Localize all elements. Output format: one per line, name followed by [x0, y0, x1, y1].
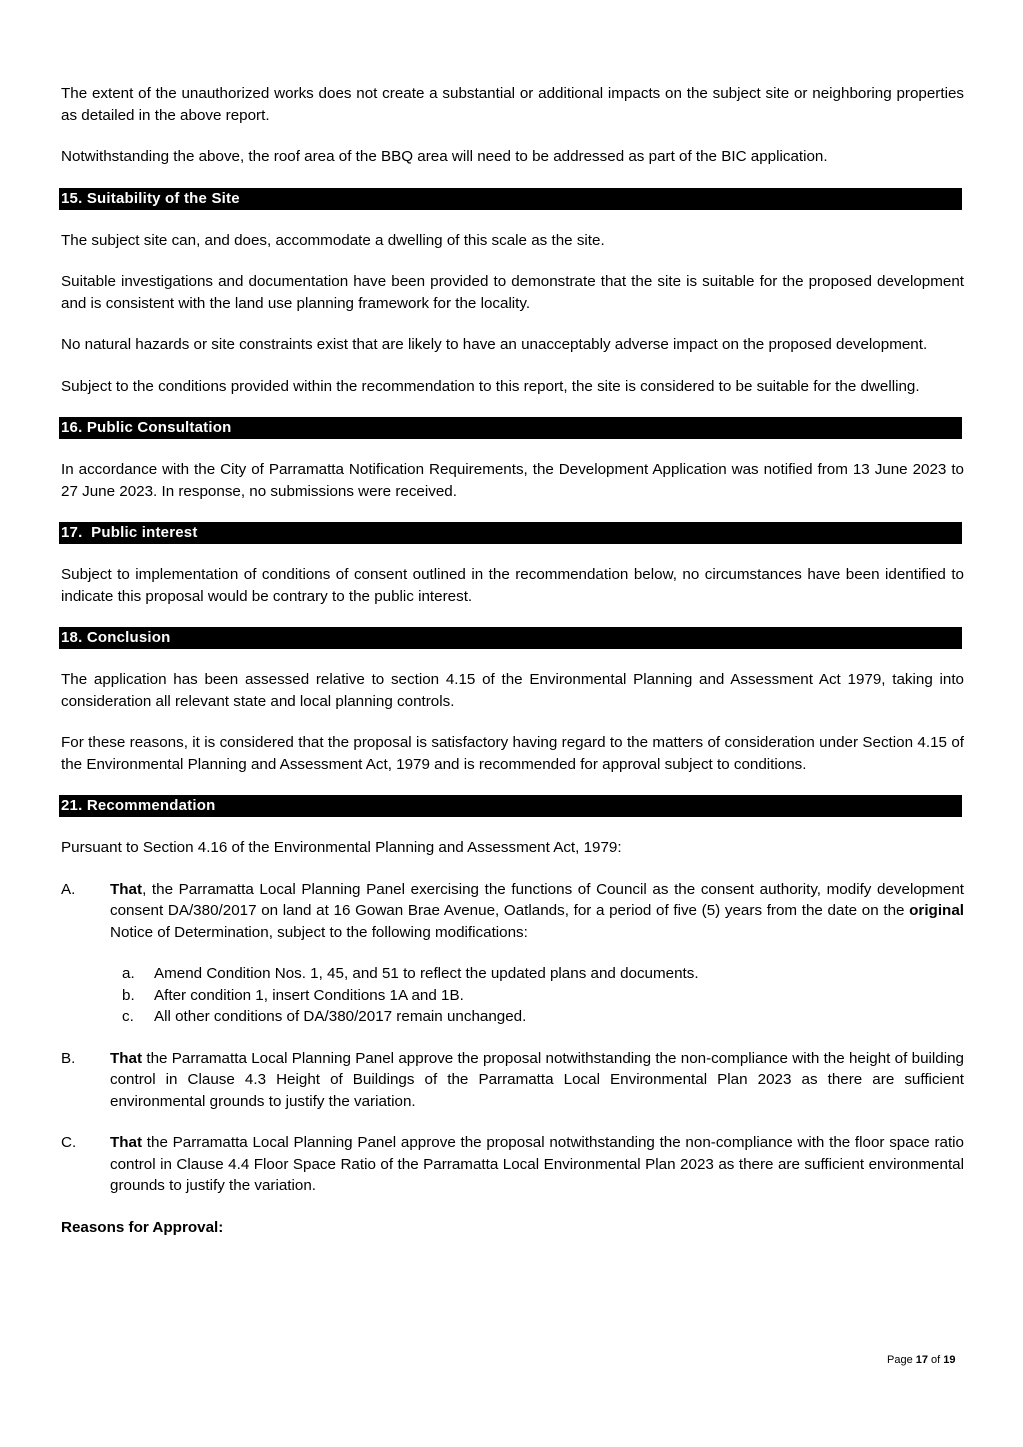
- section-heading-18: 18. Conclusion: [59, 627, 962, 649]
- recommendation-text: [110, 1048, 964, 1113]
- list-item: [122, 985, 964, 1007]
- page-total: 19: [943, 1354, 956, 1366]
- intro-paragraph-2: Notwithstanding the above, the roof area of the BBQ area will need to be addressed as part of the BIC application.: [61, 148, 828, 165]
- bold-that: That: [110, 1134, 143, 1151]
- recommendation-text-part: Notice of Determination, subject to the following modifications:: [110, 923, 528, 941]
- s17-paragraph-1: Subject to implementation of conditions of consent outlined in the recommendation below, no circumstances have been identified to indicate this proposal would be contrary to the public interest.: [61, 566, 964, 605]
- s21-paragraph-1: Pursuant to Section 4.16 of the Environmental Planning and Assessment Act, 1979:: [61, 839, 622, 856]
- recommendation-text: [110, 879, 964, 944]
- s18-paragraph-1: The application has been assessed relative to section 4.15 of the Environmental Planning and Assessment Act 1979, taking into consideration all relevant state and local planning controls.: [61, 671, 964, 710]
- section-heading-15: 15. Suitability of the Site: [59, 188, 962, 210]
- modification-list: [122, 963, 964, 1028]
- list-item-text: After condition 1, insert Conditions 1A and 1B.: [154, 986, 464, 1004]
- list-item-marker: c.: [122, 1008, 134, 1025]
- section-heading-17: 17. Public interest: [59, 522, 962, 544]
- bold-that: That: [110, 1049, 143, 1067]
- section-heading-21: 21. Recommendation: [59, 795, 962, 817]
- recommendation-text-part: , the Parramatta Local Planning Panel exercising the functions of Council as the consent authority, modify development consent DA/380/2017 on land at 16 Gowan Brae Avenue, Oatlands, for a period of five (5) years from the date on the: [110, 880, 964, 919]
- intro-paragraph-1: The extent of the unauthorized works does not create a substantial or additional impacts on the subject site or neighboring properties as detailed in the above report.: [61, 85, 964, 124]
- s15-paragraph-3: No natural hazards or site constraints exist that are likely to have an unacceptably adverse impact on the proposed development.: [61, 336, 928, 353]
- s15-paragraph-1: The subject site can, and does, accommodate a dwelling of this scale as the site.: [61, 231, 605, 249]
- reasons-heading: [61, 1217, 964, 1239]
- bold-that: That: [110, 880, 143, 898]
- list-item: [122, 1006, 964, 1028]
- page-of-label: of: [928, 1354, 944, 1366]
- s15-paragraph-4: Subject to the conditions provided within the recommendation to this report, the site is considered to be suitable for the dwelling.: [61, 377, 920, 395]
- list-item-marker: b.: [122, 986, 135, 1004]
- recommendation-c: [61, 1132, 964, 1197]
- section-heading-16: 16. Public Consultation: [59, 417, 962, 439]
- recommendation-text-part: the Parramatta Local Planning Panel approve the proposal notwithstanding the non-compliance with the height of building control in Clause 4.3 Height of Buildings of the Parramatta Local Environmental Plan 2023 as there are sufficient environmental grounds to justify the variation.: [110, 1049, 964, 1110]
- recommendation-letter: B.: [61, 1049, 76, 1067]
- list-item-text: All other conditions of DA/380/2017 remain unchanged.: [154, 1008, 527, 1025]
- list-item-text: Amend Condition Nos. 1, 45, and 51 to reflect the updated plans and documents.: [154, 965, 699, 982]
- page-number: 17: [915, 1354, 928, 1366]
- recommendation-text-part: the Parramatta Local Planning Panel approve the proposal notwithstanding the non-compliance with the floor space ratio control in Clause 4.4 Floor Space Ratio of the Parramatta Local Environmental Plan 2023 as there are sufficient environmental grounds to justify the variation.: [110, 1134, 964, 1194]
- recommendation-letter: A.: [61, 880, 76, 898]
- s18-paragraph-2: For these reasons, it is considered that the proposal is satisfactory having regard to the matters of consideration under Section 4.15 of the Environmental Planning and Assessment Act, 1979 and is recommended for approval subject to conditions.: [61, 734, 964, 773]
- document-body: [61, 83, 964, 1238]
- s15-paragraph-2: Suitable investigations and documentation have been provided to demonstrate that the site is suitable for the proposed development and is consistent with the land use planning framework for the locality.: [61, 273, 964, 312]
- page-label: Page: [887, 1354, 916, 1366]
- recommendation-text: [110, 1132, 964, 1197]
- recommendation-b: [61, 1048, 964, 1113]
- s16-paragraph-1: In accordance with the City of Parramatta Notification Requirements, the Development Application was notified from 13 June 2023 to 27 June 2023. In response, no submissions were received.: [61, 461, 964, 500]
- recommendation-letter: C.: [61, 1134, 77, 1151]
- list-item: [122, 963, 964, 985]
- reasons-heading-text: Reasons for Approval:: [61, 1218, 224, 1236]
- recommendation-a: [61, 879, 964, 944]
- bold-original: original: [909, 902, 964, 919]
- list-item-marker: a.: [122, 965, 135, 982]
- page-footer: [887, 1353, 956, 1367]
